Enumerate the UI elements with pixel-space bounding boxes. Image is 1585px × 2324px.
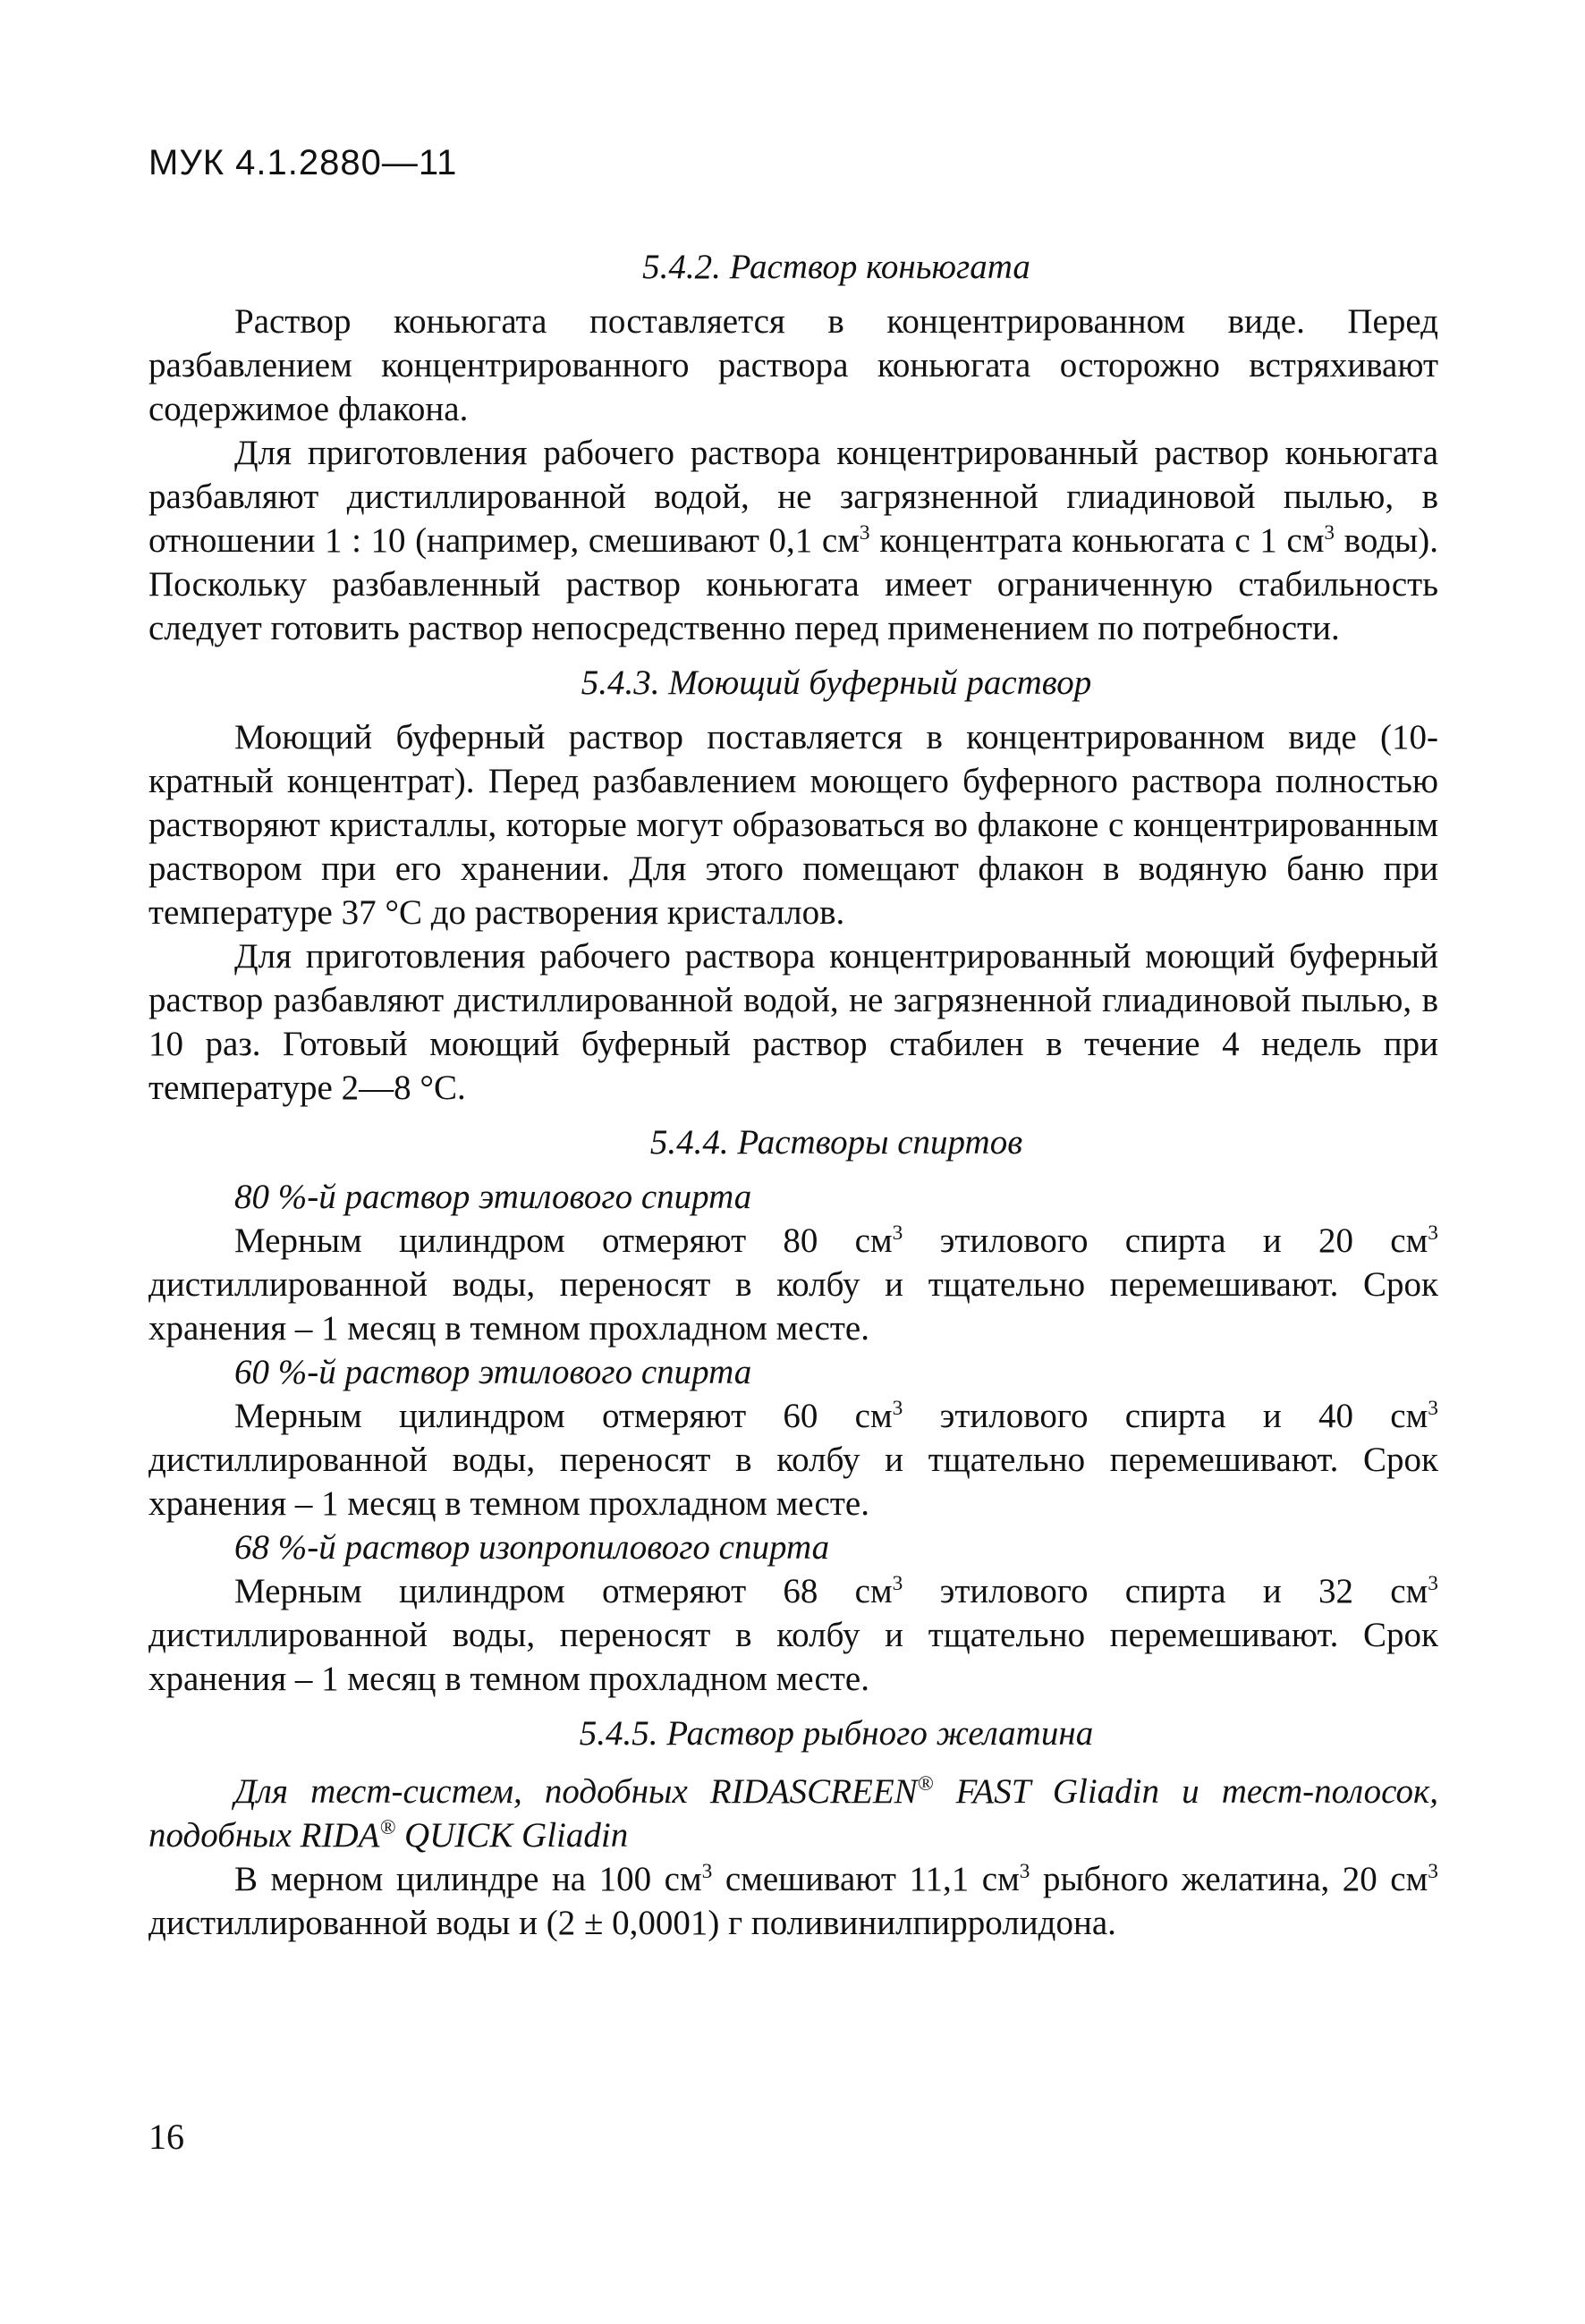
section-5-4-5-paragraph-1 — [148, 1857, 1438, 1945]
text-run: воды). Поскольку разбавленный раствор коньюгата имеет ограниченную стабильность следует готовить раствор непосредственно перед применением по потребности. — [148, 521, 1438, 647]
test-systems-note — [148, 1770, 1438, 1857]
superscript: 3 — [859, 521, 870, 545]
text-run: дистиллированной воды и (2 ± 0,0001) г поливинилпирролидона. — [148, 1904, 1116, 1942]
text-run: рыбного желатина, 20 см — [1030, 1860, 1428, 1898]
section-5-4-4-heading: 5.4.4. Растворы спиртов — [649, 1123, 1023, 1162]
text-run: В мерном цилиндре на 100 см — [234, 1860, 702, 1898]
text-run: этилового спирта и 32 см — [903, 1572, 1428, 1610]
superscript: 3 — [1428, 1397, 1438, 1420]
text-run: Мерным цилиндром отмеряют 60 см — [234, 1397, 893, 1435]
superscript: 3 — [1019, 1860, 1030, 1883]
text-run: QUICK Gliadin — [395, 1816, 629, 1855]
text-run: концентрата коньюгата с 1 см — [869, 521, 1325, 560]
superscript: 3 — [892, 1397, 903, 1420]
paragraph-60-ethanol — [148, 1394, 1438, 1525]
superscript: 3 — [1428, 1572, 1438, 1595]
text-run: Для тест-систем, подобных RIDASCREEN — [234, 1772, 918, 1811]
superscript: 3 — [892, 1572, 903, 1595]
text-run: Для приготовления рабочего раствора концентрированный раствор коньюгата разбавляют дистиллированной водой, не загрязненной глиадиновой пылью, в отношении 1 : 10 (например, смешивают 0,1 см — [148, 434, 1438, 560]
superscript: 3 — [1428, 1860, 1438, 1883]
text-run: этилового спирта и 40 см — [903, 1397, 1428, 1435]
text-run: смешивают 11,1 см — [712, 1860, 1020, 1898]
text-run: Мерным цилиндром отмеряют 80 см — [234, 1221, 893, 1260]
section-5-4-3-paragraph-2: Для приготовления рабочего раствора концентрированный моющий буферный раствор разбавляют дистиллированной водой, не загрязненной глиадиновой пылью, в 10 раз. Готовый моющий буферный раствор стабилен в течение 4 недель при температуре 2—8 °С. — [148, 937, 1438, 1107]
section-5-4-3-heading: 5.4.3. Моющий буферный раствор — [581, 663, 1092, 702]
superscript: 3 — [701, 1860, 713, 1883]
text-run: FAST Gliadin и тест-полосок, подобных RIDA — [148, 1772, 1438, 1855]
text-run: дистиллированной воды, переносят в колбу и тщательно перемешивают. Срок хранения – 1 месяц в темном прохладном месте. — [148, 1616, 1438, 1698]
text-run: дистиллированной воды, переносят в колбу и тщательно перемешивают. Срок хранения – 1 месяц в темном прохладном месте. — [148, 1441, 1438, 1523]
subheading-68-isopropanol: 68 %-й раствор изопропилового спирта — [234, 1528, 830, 1567]
superscript: 3 — [1428, 1221, 1438, 1245]
subheading-80-ethanol: 80 %-й раствор этилового спирта — [234, 1178, 752, 1216]
document-code-header: МУК 4.1.2880—11 — [148, 143, 458, 182]
registered-mark: ® — [379, 1816, 396, 1839]
section-5-4-2-paragraph-2 — [148, 431, 1438, 650]
section-5-4-5-heading: 5.4.5. Раствор рыбного желатина — [579, 1714, 1094, 1753]
text-run: Мерным цилиндром отмеряют 68 см — [234, 1572, 893, 1610]
text-run: дистиллированной воды, переносят в колбу и тщательно перемешивают. Срок хранения – 1 месяц в темном прохладном месте. — [148, 1265, 1438, 1348]
section-5-4-3-paragraph-1: Моющий буферный раствор поставляется в концентрированном виде (10-кратный концентрат). Перед разбавлением моющего буферного раствора полностью растворяют кристаллы, которые могут образоваться во флаконе с концентрированным раствором при его хранении. Для этого помещают флакон в водяную баню при температуре 37 °С до растворения кристаллов. — [148, 718, 1438, 932]
paragraph-68-isopropanol — [148, 1569, 1438, 1701]
section-5-4-2-heading: 5.4.2. Раствор коньюгата — [642, 248, 1030, 286]
paragraph-80-ethanol — [148, 1219, 1438, 1350]
section-5-4-2-paragraph-1: Раствор коньюгата поставляется в концентрированном виде. Перед разбавлением концентрированного раствора коньюгата осторожно встряхивают содержимое флакона. — [148, 302, 1438, 428]
registered-mark: ® — [917, 1772, 934, 1796]
superscript: 3 — [1324, 521, 1335, 545]
page-number: 16 — [148, 2117, 184, 2157]
subheading-60-ethanol: 60 %-й раствор этилового спирта — [234, 1353, 752, 1391]
page-content — [148, 234, 1438, 1945]
superscript: 3 — [892, 1221, 903, 1245]
text-run: этилового спирта и 20 см — [903, 1221, 1428, 1260]
